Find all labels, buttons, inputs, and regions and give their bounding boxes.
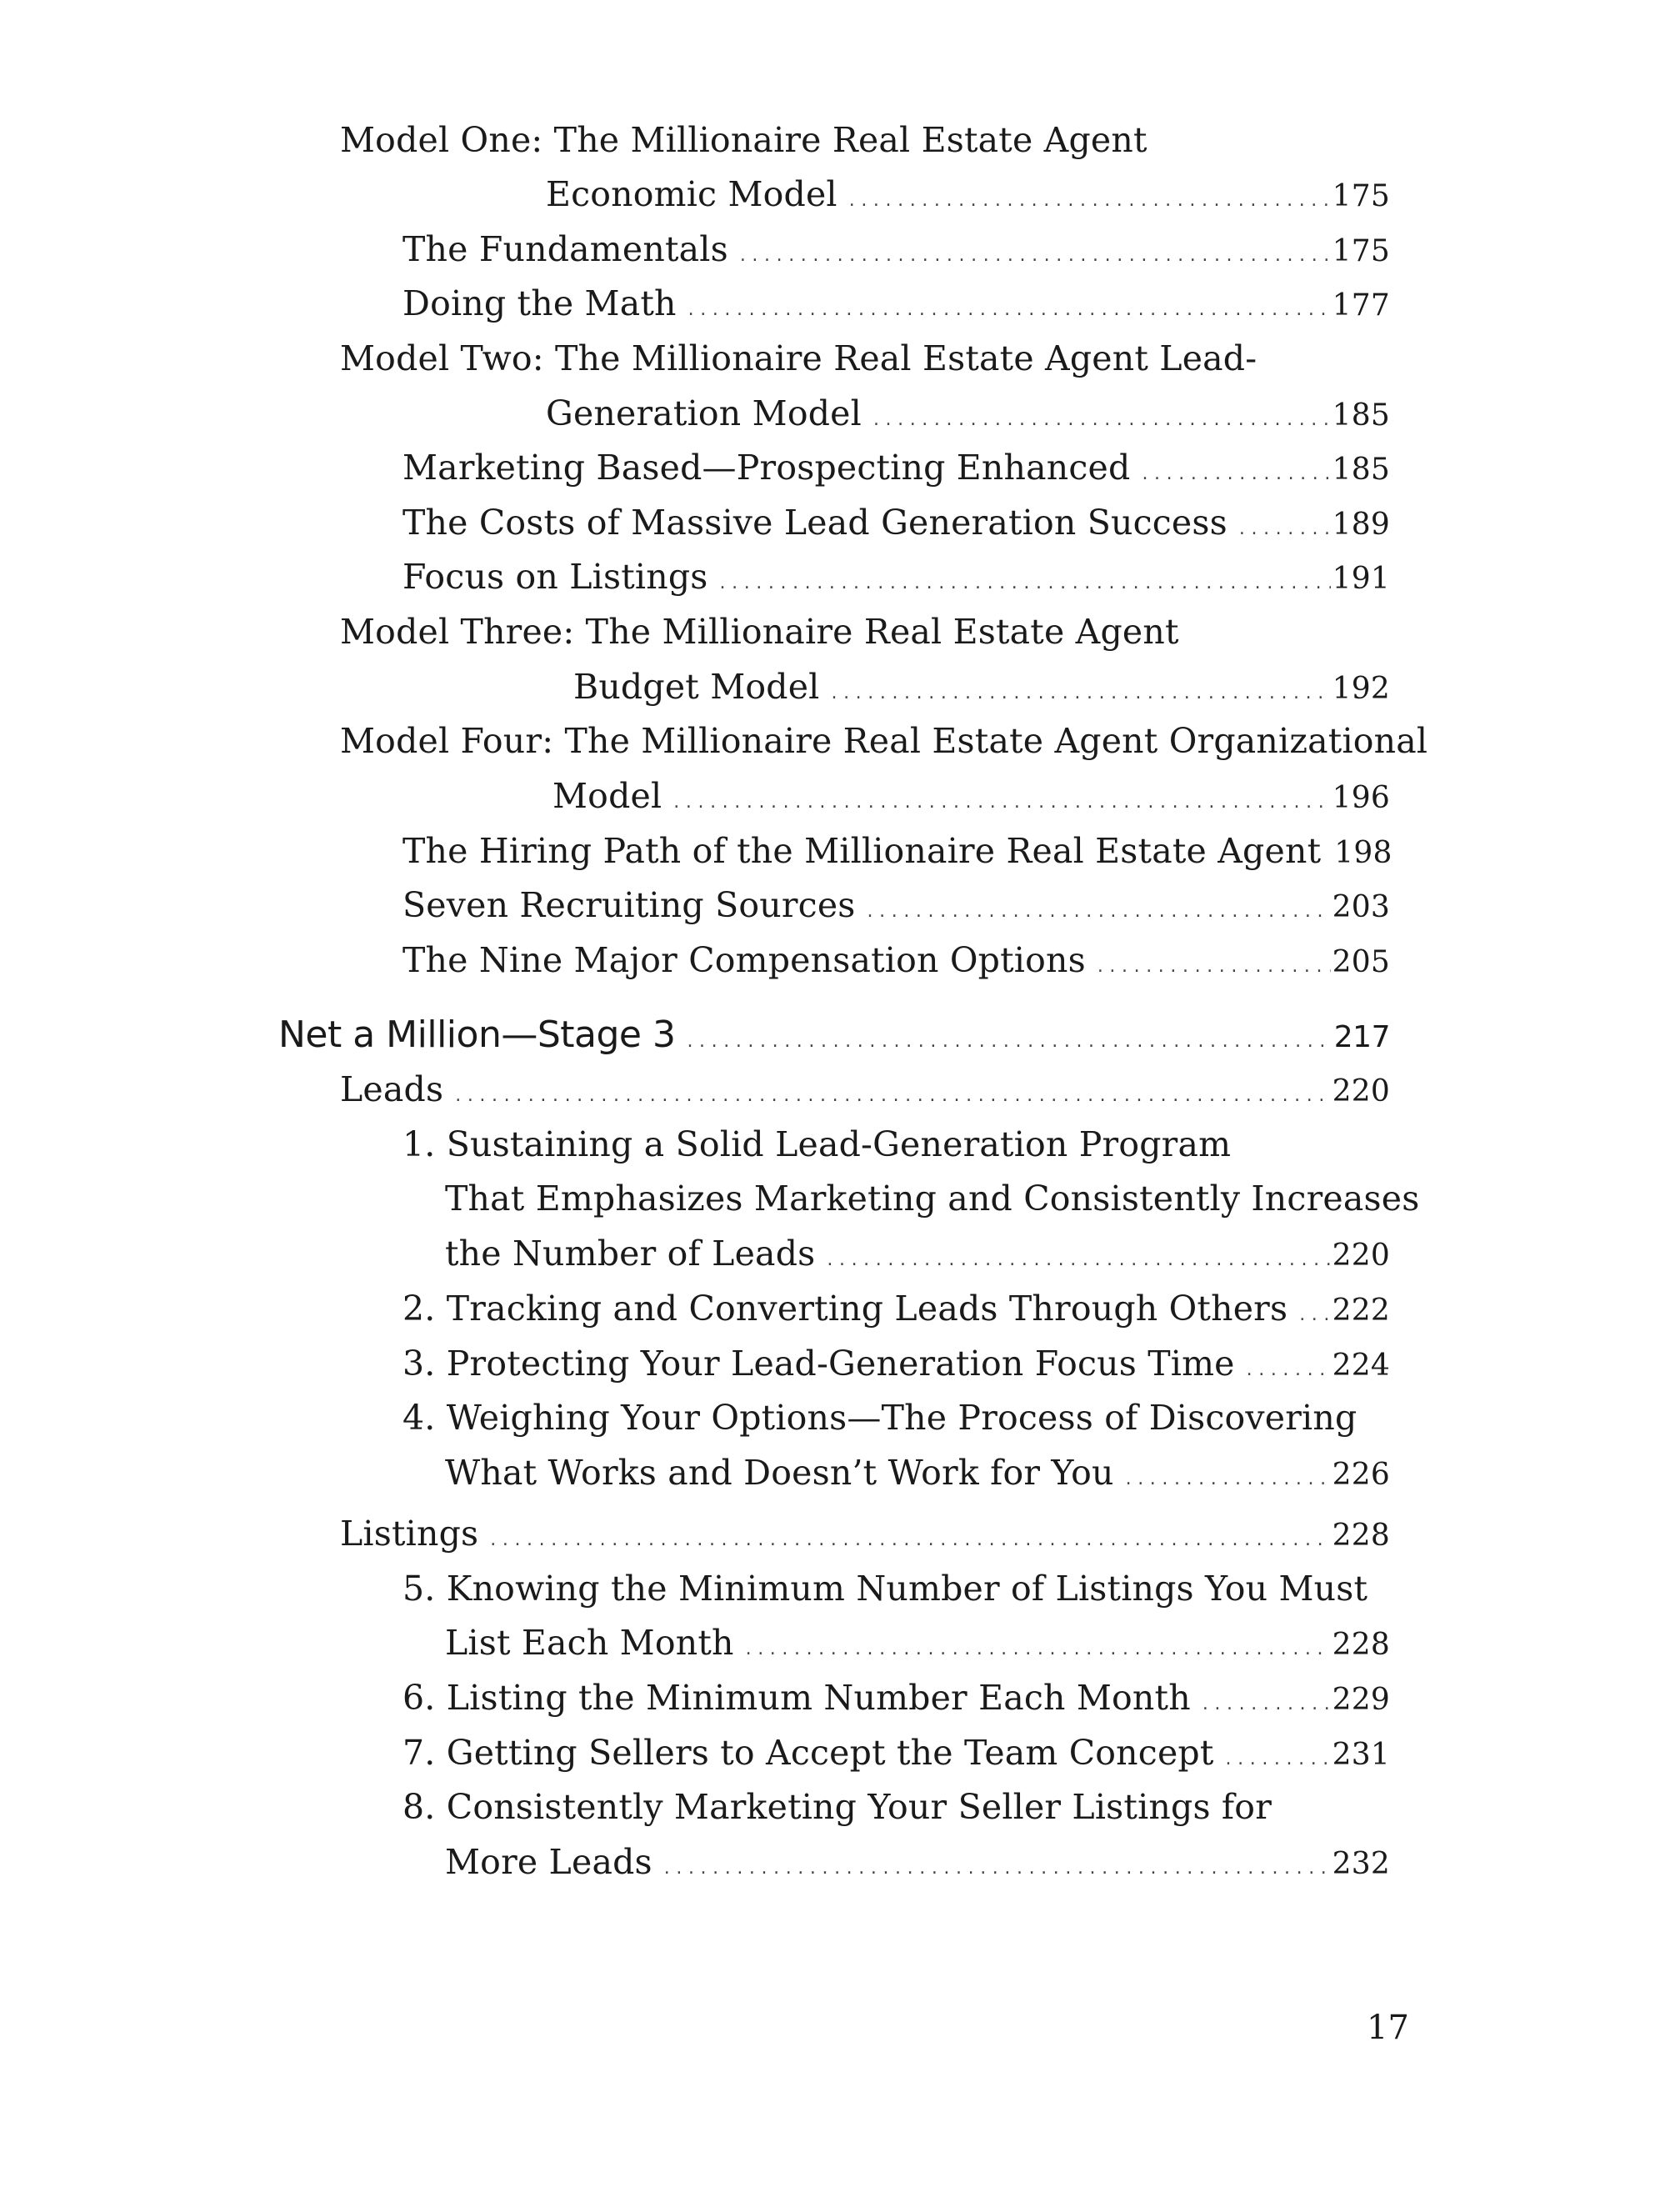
toc-entry-compensation-options[interactable] — [402, 940, 1390, 980]
toc-entry-model-four[interactable] — [552, 776, 1390, 816]
page-number: 205 — [1332, 945, 1390, 979]
toc-label: Model Three: The Millionaire Real Estate Agent — [340, 612, 1179, 652]
toc-label: The Costs of Massive Lead Generation Success — [402, 503, 1228, 543]
dot-leader — [1239, 520, 1331, 538]
toc-label: Model — [552, 776, 662, 816]
page-number: 222 — [1332, 1294, 1390, 1328]
dot-leader — [832, 684, 1331, 703]
toc-label: That Emphasizes Marketing and Consistently Increases — [445, 1179, 1420, 1219]
toc-label: 8. Consistently Marketing Your Seller Listings for — [402, 1787, 1272, 1827]
dot-leader — [1098, 958, 1331, 976]
toc-label: Model One: The Millionaire Real Estate Agent — [340, 120, 1148, 160]
toc-entry-marketing-based[interactable] — [402, 448, 1390, 488]
toc-label: The Fundamentals — [402, 229, 728, 269]
toc-heading-model-four — [340, 721, 1428, 761]
toc-label: 4. Weighing Your Options—The Process of Discovering — [402, 1398, 1358, 1438]
toc-entry-fundamentals[interactable] — [402, 229, 1390, 269]
toc-label: Generation Model — [546, 393, 862, 433]
toc-entry-focus-on-listings[interactable] — [402, 557, 1390, 597]
dot-leader — [746, 1640, 1331, 1659]
page-number: 175 — [1332, 234, 1390, 268]
toc-label: Listings — [340, 1514, 479, 1554]
dot-leader — [720, 574, 1331, 593]
dot-leader — [687, 1033, 1332, 1051]
dot-leader — [740, 247, 1331, 265]
dot-leader — [849, 192, 1331, 210]
toc-label: Doing the Math — [402, 283, 677, 323]
page-number: 189 — [1332, 508, 1390, 542]
page-number: 228 — [1332, 1628, 1390, 1662]
toc-entry-item-1[interactable] — [445, 1234, 1390, 1274]
toc-entry-doing-the-math[interactable] — [402, 283, 1390, 323]
dot-leader — [1226, 1750, 1331, 1769]
toc-entry-model-one[interactable] — [546, 174, 1390, 214]
page-number: 228 — [1332, 1519, 1390, 1553]
toc-entry-recruiting-sources[interactable] — [402, 885, 1390, 925]
toc-entry-item-7[interactable] — [402, 1733, 1390, 1773]
page-number: 231 — [1332, 1738, 1390, 1772]
toc-label: 6. Listing the Minimum Number Each Month — [402, 1678, 1191, 1718]
toc-entry-costs[interactable] — [402, 503, 1390, 543]
toc-entry-model-two[interactable] — [546, 393, 1390, 433]
toc-entry-leads[interactable] — [340, 1069, 1390, 1109]
dot-leader — [1299, 1306, 1330, 1324]
toc-label: 2. Tracking and Converting Leads Through Others — [402, 1289, 1288, 1329]
page-number: 196 — [1332, 781, 1390, 815]
dot-leader — [455, 1087, 1330, 1105]
toc-heading-item-1 — [402, 1124, 1232, 1164]
page-number: 226 — [1332, 1458, 1390, 1492]
toc-label: Model Four: The Millionaire Real Estate Agent Organizational — [340, 721, 1428, 761]
toc-label: Model Two: The Millionaire Real Estate Agent Lead- — [340, 338, 1258, 378]
page-number: 224 — [1332, 1349, 1390, 1383]
toc-entry-item-8[interactable] — [445, 1842, 1390, 1882]
toc-heading-item-4 — [402, 1398, 1358, 1438]
toc-entry-item-2[interactable] — [402, 1289, 1390, 1329]
toc-label: Marketing Based—Prospecting Enhanced — [402, 448, 1131, 488]
toc-entry-model-three[interactable] — [573, 667, 1390, 707]
page-number: 175 — [1332, 179, 1390, 213]
page-number: 232 — [1332, 1847, 1390, 1881]
page-number: 203 — [1332, 890, 1390, 924]
page-number: 220 — [1332, 1074, 1390, 1109]
toc-label: List Each Month — [445, 1623, 734, 1663]
toc-label: More Leads — [445, 1842, 652, 1882]
toc-section-title: Net a Million—Stage 3 — [278, 1013, 676, 1056]
page-number: 192 — [1332, 672, 1390, 706]
toc-heading-item-5 — [402, 1569, 1368, 1609]
toc-label: 3. Protecting Your Lead-Generation Focus Time — [402, 1344, 1235, 1384]
dot-leader — [868, 903, 1331, 921]
toc-label: Seven Recruiting Sources — [402, 885, 856, 925]
dot-leader — [664, 1859, 1331, 1878]
toc-entry-item-3[interactable] — [402, 1344, 1390, 1384]
toc-entry-hiring-path[interactable] — [402, 831, 1392, 871]
toc-label: Focus on Listings — [402, 557, 708, 597]
toc-entry-listings[interactable] — [340, 1514, 1390, 1554]
page-number: 229 — [1332, 1683, 1390, 1717]
dot-leader — [873, 411, 1331, 429]
toc-entry-item-6[interactable] — [402, 1678, 1390, 1718]
dot-leader — [1247, 1361, 1331, 1379]
page-number: 185 — [1332, 453, 1390, 487]
dot-leader — [673, 793, 1330, 812]
toc-label: Budget Model — [573, 667, 820, 707]
toc-label: the Number of Leads — [445, 1234, 816, 1274]
dot-leader — [688, 301, 1331, 319]
toc-label: The Hiring Path of the Millionaire Real Estate Agent — [402, 831, 1322, 871]
toc-label: 7. Getting Sellers to Accept the Team Concept — [402, 1733, 1214, 1773]
page-number: 185 — [1332, 398, 1390, 433]
page-folio-number: 17 — [1367, 2009, 1409, 2047]
page-number: 220 — [1332, 1239, 1390, 1273]
toc-heading-item-1-cont — [445, 1179, 1420, 1219]
dot-leader — [1126, 1470, 1331, 1489]
toc-section-net-a-million[interactable] — [278, 1013, 1390, 1056]
toc-heading-model-two — [340, 338, 1258, 378]
page-number: 177 — [1332, 288, 1390, 323]
toc-entry-item-5[interactable] — [445, 1623, 1390, 1663]
toc-label: 5. Knowing the Minimum Number of Listings You Must — [402, 1569, 1368, 1609]
dot-leader — [490, 1531, 1330, 1549]
dot-leader — [1202, 1695, 1331, 1714]
page-number: 198 — [1334, 836, 1392, 870]
page-number: 191 — [1332, 562, 1390, 596]
dot-leader — [1142, 465, 1330, 483]
page-number: 217 — [1333, 1020, 1390, 1054]
dot-leader — [827, 1251, 1330, 1269]
toc-label: Leads — [340, 1069, 444, 1109]
toc-heading-item-8 — [402, 1787, 1272, 1827]
toc-label: 1. Sustaining a Solid Lead-Generation Program — [402, 1124, 1232, 1164]
toc-label: What Works and Doesn’t Work for You — [445, 1453, 1114, 1493]
toc-label: The Nine Major Compensation Options — [402, 940, 1086, 980]
toc-heading-model-one — [340, 120, 1148, 160]
toc-heading-model-three — [340, 612, 1179, 652]
toc-label: Economic Model — [546, 174, 838, 214]
toc-entry-item-4[interactable] — [445, 1453, 1390, 1493]
